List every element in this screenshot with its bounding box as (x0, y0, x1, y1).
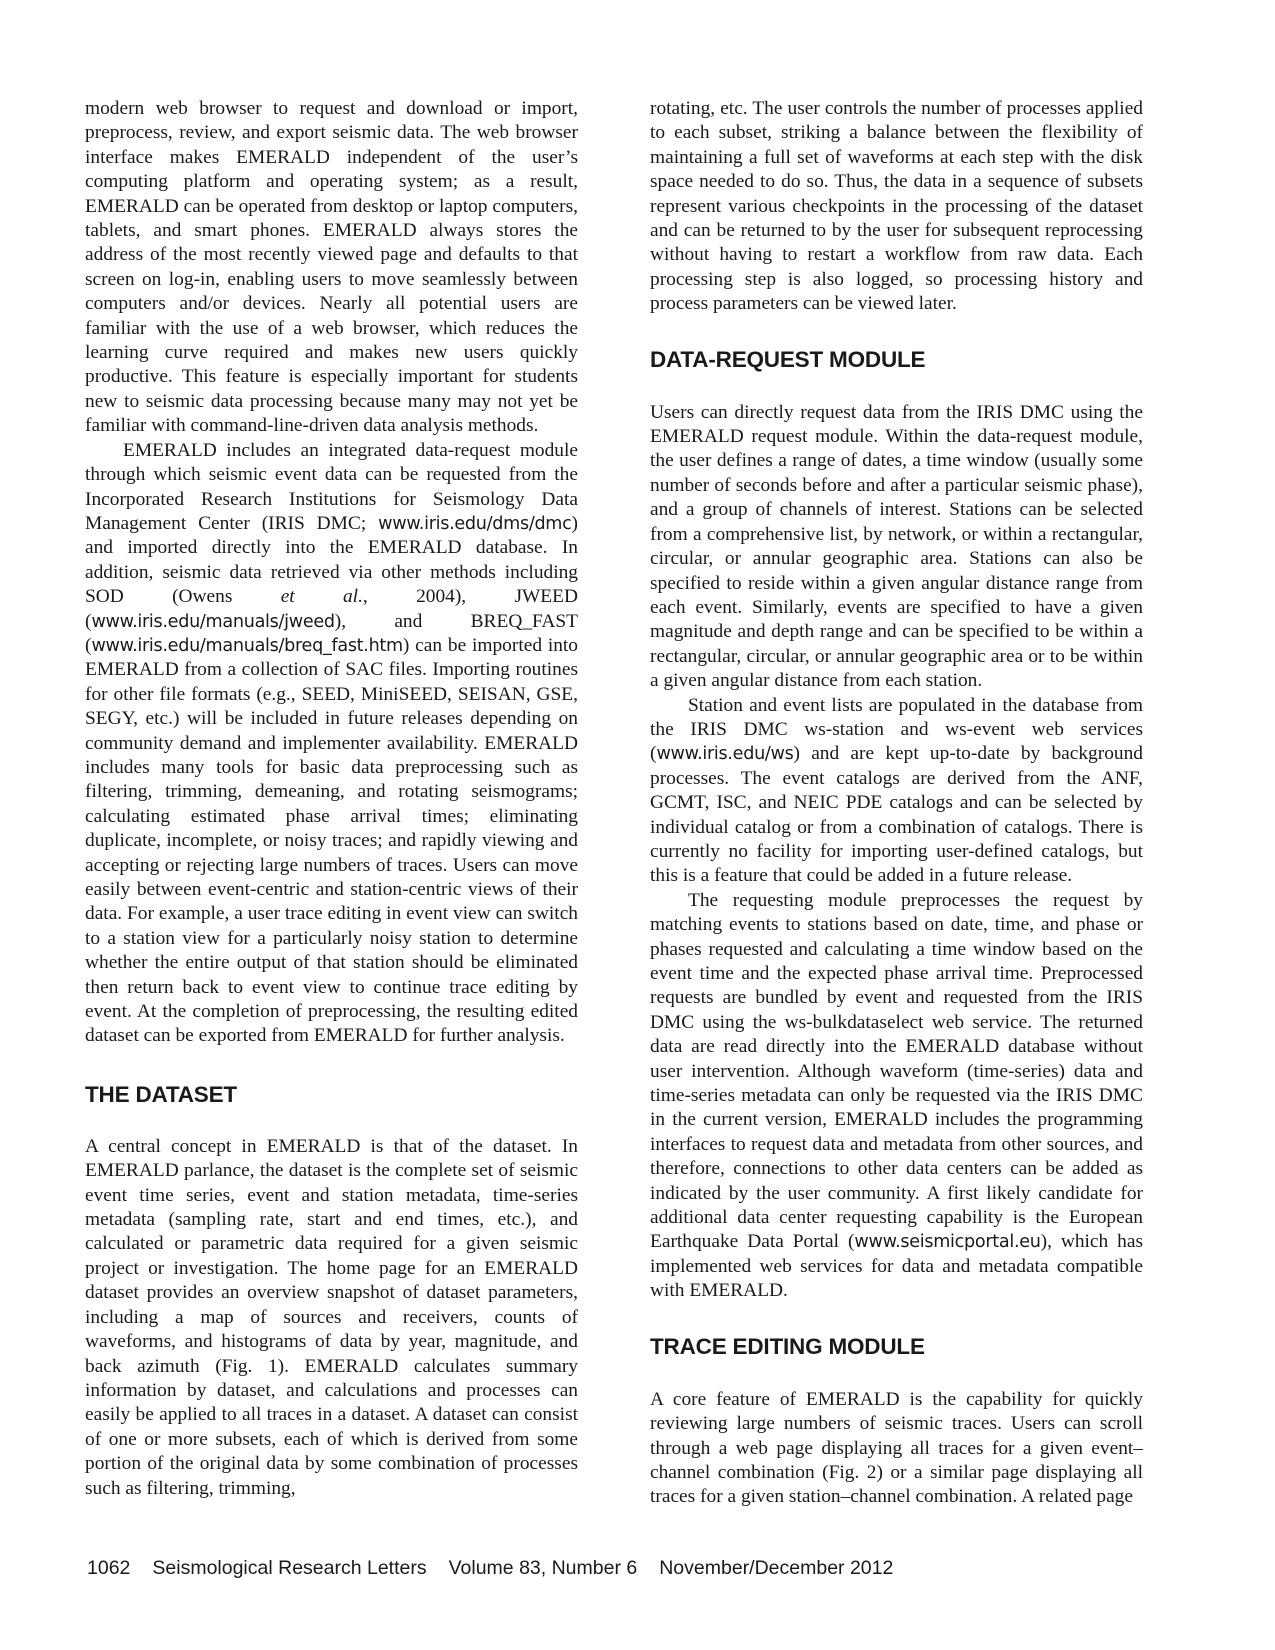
right-column (650, 97, 1143, 1510)
journal-title: Seismological Research Letters (152, 1557, 427, 1579)
paragraph-trace-editing: A core feature of EMERALD is the capability for quickly reviewing large numbers of seismic traces. Users can scroll through a web page displaying all traces for a given event–channel combination (Fig. 2) or a similar page displaying all traces for a given station–channel combination. A related page (650, 1388, 1143, 1508)
paragraph-dataset: A central concept in EMERALD is that of the dataset. In EMERALD parlance, the dataset is the complete set of seismic event time series, event and station metadata, time-series metadata (sampling rate, start and end times, etc.), and calculated or parametric data required for a given seismic project or investigation. The home page for an EMERALD dataset provides an overview snapshot of dataset parameters, including a map of sources and receivers, counts of waveforms, and histograms of data by year, magnitude, and back azimuth (Fig. 1). EMERALD calculates summary information by dataset, and calculations and processes can easily be applied to all traces in a dataset. A dataset can consist of one or more subsets, each of which is derived from some portion of the original data by some combination of processes such as filtering, trimming, (85, 1135, 578, 1499)
left-column (85, 97, 578, 1501)
journal-volume: Volume 83, Number 6 (448, 1557, 638, 1579)
journal-date: November/December 2012 (659, 1557, 894, 1579)
paragraph-request-module: Users can directly request data from the IRIS DMC using the EMERALD request module. Within the data-request module, the user defines a range of dates, a time window (usually some number of seconds before and after a particular seismic phase), and a group of channels of interest. Stations can be selected from a comprehensive list, by network, or within a rectangular, circular, or annular geographic area. Stations can also be specified to reside within a given angular distance range from each event. Similarly, events are specified to have a given magnitude and depth range and can be specified to be within a rectangular, circular, or annular geographic area or to be within a given angular distance from each station. (650, 401, 1143, 692)
section-heading-dataset: THE DATASET (85, 1081, 237, 1107)
paragraph-data-request-intro (85, 439, 578, 1049)
section-heading-data-request: DATA-REQUEST MODULE (650, 346, 926, 372)
url-iris-ws[interactable]: www.iris.edu/ws (656, 744, 794, 765)
paragraph-text: ) and imported directly into the EMERALD database. In addition, seismic data retrieved via other methods including SOD (Owens (85, 512, 578, 608)
page-footer (87, 1556, 893, 1580)
paragraph-text: , 2004), JWEED ( (85, 586, 578, 632)
paragraph-requesting-module (650, 889, 1143, 1304)
url-jweed[interactable]: www.iris.edu/manuals/jweed (91, 611, 335, 632)
paragraph-text: ) can be imported into EMERALD from a collection of SAC files. Importing routines for other file formats (e.g., SEED, MiniSEED, SEISAN, GSE, SEGY, etc.) will be included in future releases depending on community demand and implementer availability. EMERALD includes many tools for basic data preprocessing such as filtering, trimming, demeaning, and rotating seismograms; calculating estimated phase arrival times; eliminating duplicate, incomplete, or noisy traces; and rapidly viewing and accepting or rejecting large numbers of traces. Users can move easily between event-centric and station-centric views of their data. For example, a user trace editing in event view can switch to a station view for a particularly noisy station to determine whether the entire output of that station should be eliminated then return back to event view to continue trace editing by event. At the completion of preprocessing, the resulting edited dataset can be exported from EMERALD for further analysis. (85, 634, 578, 1047)
citation-et-al: et al. (280, 586, 363, 608)
section-heading-trace-editing: TRACE EDITING MODULE (650, 1333, 925, 1359)
paragraph-text: EMERALD includes an integrated data-request module through which seismic event data can be requested from the Incorporated Research Institutions for Seismology Data Management Center (IRIS DMC; (85, 439, 578, 534)
url-breq-fast[interactable]: www.iris.edu/manuals/breq_fast.htm (91, 635, 403, 656)
paragraph-text: ), and BREQ_FAST ( (85, 610, 578, 656)
paragraph-subsets: rotating, etc. The user controls the number of processes applied to each subset, striking a balance between the flexibility of maintaining a full set of waveforms at each step with the disk space needed to do so. Thus, the data in a sequence of subsets represent various checkpoints in the processing of the dataset and can be returned to by the user for subsequent reprocessing without having to restart a workflow from raw data. Each processing step is also logged, so processing history and process parameters can be viewed later. (650, 98, 1143, 315)
paragraph-web-browser: modern web browser to request and download or import, preprocess, review, and export seismic data. The web browser interface makes EMERALD independent of the user’s computing platform and operating system; as a result, EMERALD can be operated from desktop or laptop computers, tablets, and smart phones. EMERALD always stores the address of the most recently viewed page and defaults to that screen on log-in, enabling users to move seamlessly between computers and/or devices. Nearly all potential users are familiar with the use of a web browser, which reduces the learning curve required and makes new users quickly productive. This feature is especially important for students new to seismic data processing because many may not yet be familiar with command-line-driven data analysis methods. (85, 98, 578, 437)
paragraph-text: The requesting module preprocesses the request by matching events to stations based on date, time, and phase or phases requested and calculating a time window based on the event time and the expected phase arrival time. Preprocessed requests are bundled by event and requested from the IRIS DMC using the ws-bulkdataselect web service. The returned data are read directly into the EMERALD database without user intervention. Although waveform (time-series) data and time-series metadata can only be requested via the IRIS DMC in the current version, EMERALD includes the programming interfaces to request data and metadata from other sources, and therefore, connections to other data centers can be added as indicated by the user community. A first likely candidate for additional data center requesting capability is the European Earthquake Data Portal ( (650, 889, 1143, 1253)
paragraph-text: Station and event lists are populated in the database from the IRIS DMC ws-station and ws-event web services ( (650, 694, 1143, 765)
paragraph-station-event-lists (650, 694, 1143, 889)
page-number: 1062 (87, 1557, 131, 1579)
url-seismic-portal[interactable]: www.seismicportal.eu (854, 1232, 1041, 1253)
paragraph-text: ) and are kept up-to-date by background processes. The event catalogs are derived from the ANF, GCMT, ISC, and NEIC PDE catalogs and can be selected by individual catalog or from a combination of catalogs. There is currently no facility for importing user-defined catalogs, but this is a feature that could be added in a future release. (650, 743, 1143, 887)
url-iris-dmc[interactable]: www.iris.edu/dms/dmc (378, 513, 572, 534)
paragraph-text: ), which has implemented web services for data and metadata compatible with EMERALD. (650, 1231, 1143, 1302)
